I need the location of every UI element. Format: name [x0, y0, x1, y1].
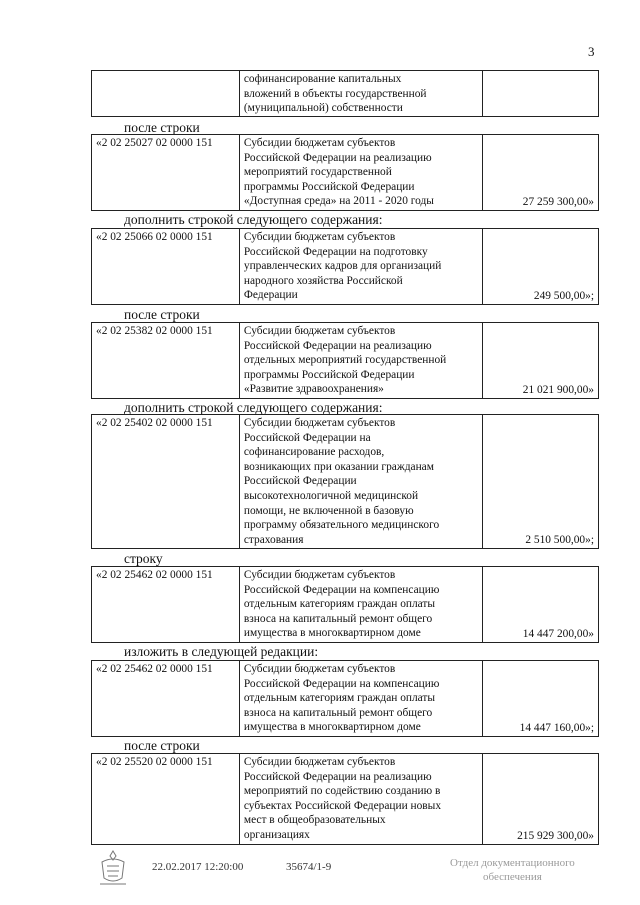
- row-amount: 14 447 160,00»;: [483, 661, 599, 737]
- table-row: [91, 566, 599, 643]
- row-amount: 215 929 300,00»: [483, 754, 599, 845]
- row-description: Субсидии бюджетам субъектов Российской Федерации на реализацию отдельных мероприятий государственной программы Российской Федерации «Развитие здравоохранения»: [239, 323, 482, 399]
- row-description: Субсидии бюджетам субъектов Российской Федерации на реализацию мероприятий по содействию созданию в субъектах Российской Федерации новых мест в общеобразовательных организациях: [239, 754, 482, 845]
- row-amount: [483, 71, 599, 117]
- footer-doc-number: 35674/1-9: [286, 861, 332, 873]
- row-code: «2 02 25462 02 0000 151: [92, 567, 240, 643]
- emblem-icon: [96, 848, 130, 888]
- row-code: «2 02 25027 02 0000 151: [92, 135, 240, 211]
- stamp-line: Отдел документационного: [450, 857, 575, 869]
- instruction-phrase: после строки: [124, 120, 200, 135]
- instruction-phrase: изложить в следующей редакции:: [124, 644, 319, 659]
- row-amount: 27 259 300,00»: [483, 135, 599, 211]
- instruction-phrase: дополнить строкой следующего содержания:: [124, 212, 383, 227]
- instruction-phrase: дополнить строкой следующего содержания:: [124, 400, 383, 415]
- row-description: Субсидии бюджетам субъектов Российской Федерации на компенсацию отдельным категориям граждан оплаты взноса на капитальный ремонт общего имущества в многоквартирном доме: [239, 567, 482, 643]
- row-description: Субсидии бюджетам субъектов Российской Федерации на подготовку управленческих кадров для организаций народного хозяйства Российской Федерации: [239, 229, 482, 305]
- instruction-phrase: после строки: [124, 307, 200, 322]
- table-row: [91, 753, 599, 845]
- instruction-phrase: строку: [124, 551, 163, 566]
- row-description: Субсидии бюджетам субъектов Российской Федерации на софинансирование расходов, возникающих при оказании гражданам Российской Федерации высокотехнологичной медицинской помощи, не включенной в базовую программу обязательного медицинского страхования: [239, 415, 482, 549]
- row-code: [92, 71, 240, 117]
- table-row: [91, 322, 599, 399]
- table-row: [91, 414, 599, 549]
- footer-datetime: 22.02.2017 12:20:00: [152, 861, 244, 873]
- row-amount: 2 510 500,00»;: [483, 415, 599, 549]
- row-amount: 249 500,00»;: [483, 229, 599, 305]
- table-row: [91, 228, 599, 305]
- table-row: [91, 660, 599, 737]
- row-description: Субсидии бюджетам субъектов Российской Федерации на реализацию мероприятий государственной программы Российской Федерации «Доступная среда» на 2011 - 2020 годы: [239, 135, 482, 211]
- row-code: «2 02 25462 02 0000 151: [92, 661, 240, 737]
- table-row: [91, 70, 599, 117]
- row-description: софинансирование капитальных вложений в объекты государственной (муниципальной) собственности: [239, 71, 482, 117]
- row-code: «2 02 25402 02 0000 151: [92, 415, 240, 549]
- row-amount: 21 021 900,00»: [483, 323, 599, 399]
- row-code: «2 02 25520 02 0000 151: [92, 754, 240, 845]
- page-number: 3: [588, 44, 595, 59]
- stamp-line: обеспечения: [483, 871, 542, 883]
- row-code: «2 02 25066 02 0000 151: [92, 229, 240, 305]
- registration-stamp: [450, 856, 575, 884]
- row-description: Субсидии бюджетам субъектов Российской Федерации на компенсацию отдельным категориям граждан оплаты взноса на капитальный ремонт общего имущества в многоквартирном доме: [239, 661, 482, 737]
- table-row: [91, 134, 599, 211]
- instruction-phrase: после строки: [124, 738, 200, 753]
- row-amount: 14 447 200,00»: [483, 567, 599, 643]
- row-code: «2 02 25382 02 0000 151: [92, 323, 240, 399]
